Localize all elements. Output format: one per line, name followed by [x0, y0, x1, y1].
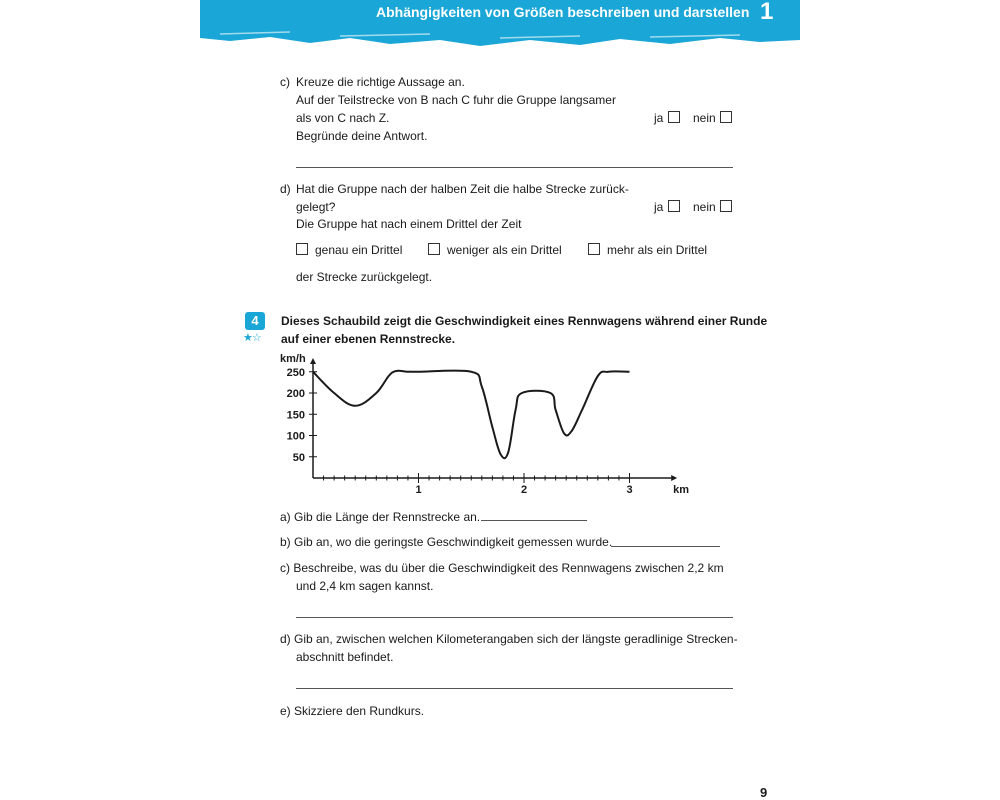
option-label-weniger: weniger als ein Drittel [447, 243, 562, 257]
x-axis-label: km [673, 484, 690, 496]
y-tick-label: 100 [286, 430, 305, 443]
y-tick-label: 250 [286, 366, 305, 379]
task-c-line2: Auf der Teilstrecke von B nach C fuhr die Gruppe langsamer [296, 93, 616, 107]
task-c-answer-line[interactable] [296, 167, 733, 168]
speed-chart [270, 348, 700, 500]
y-tick-label: 150 [286, 409, 305, 422]
task-c-ja-label: ja [654, 111, 664, 125]
option-checkbox-weniger[interactable] [428, 243, 440, 255]
task-d-line3: Die Gruppe hat nach einem Drittel der Zeit [296, 217, 522, 231]
option-checkbox-mehr[interactable] [588, 243, 600, 255]
task-d-nein-checkbox[interactable] [720, 200, 732, 212]
task-number-badge: 4 [245, 312, 265, 330]
y-axis-arrow [310, 358, 316, 364]
task4-e: e) Skizziere den Rundkurs. [280, 704, 425, 718]
task4-d-line2: abschnitt befindet. [296, 650, 394, 664]
task-d-ja-label: ja [654, 200, 664, 214]
y-axis-label: km/h [280, 353, 306, 365]
task4-b-answer-line[interactable] [611, 546, 720, 547]
speed-curve [313, 371, 630, 459]
difficulty-stars-icon: ★☆ [243, 332, 261, 344]
task4-c-line2: und 2,4 km sagen kannst. [296, 579, 434, 593]
task4-d-line1: d) Gib an, zwischen welchen Kilometerangaben sich der längste geradlinige Strecken- [280, 632, 738, 646]
task-c-label: c) [280, 75, 290, 89]
task-c-nein-label: nein [693, 111, 716, 125]
task-c-line1: Kreuze die richtige Aussage an. [296, 75, 465, 89]
task4-a: a) Gib die Länge der Rennstrecke an. [280, 510, 481, 524]
option-label-mehr: mehr als ein Drittel [607, 243, 708, 257]
task4-d-answer-line[interactable] [296, 688, 733, 689]
chapter-title: Abhängigkeiten von Größen beschreiben und darstellen [376, 4, 750, 20]
task-c-nein-checkbox[interactable] [720, 111, 732, 123]
task4-b: b) Gib an, wo die geringste Geschwindigkeit gemessen wurde. [280, 535, 613, 549]
option-checkbox-genau[interactable] [296, 243, 308, 255]
task-d-ja-checkbox[interactable] [668, 200, 680, 212]
task-c-line4: Begründe deine Antwort. [296, 129, 428, 143]
task-c-line3: als von C nach Z. [296, 111, 390, 125]
page-number: 9 [760, 785, 768, 800]
x-axis-arrow [671, 475, 677, 481]
option-label-genau: genau ein Drittel [315, 243, 403, 257]
task4-intro-line1: Dieses Schaubild zeigt die Geschwindigkeit eines Rennwagens während einer Runde [281, 314, 768, 328]
task-d-line1: Hat die Gruppe nach der halben Zeit die halbe Strecke zurück- [296, 182, 629, 196]
task4-intro-line2: auf einer ebenen Rennstrecke. [281, 332, 456, 346]
task-d-label: d) [280, 182, 291, 196]
y-tick-label: 50 [292, 451, 305, 464]
chapter-number: 1 [760, 0, 774, 25]
task-c-ja-checkbox[interactable] [668, 111, 680, 123]
x-tick-label: 2 [520, 484, 528, 496]
x-tick-label: 1 [415, 484, 422, 496]
task4-a-answer-line[interactable] [481, 520, 587, 521]
task4-c-answer-line[interactable] [296, 617, 733, 618]
task-d-nein-label: nein [693, 200, 716, 214]
task-d-line2: gelegt? [296, 200, 336, 214]
task4-c-line1: c) Beschreibe, was du über die Geschwindigkeit des Rennwagens zwischen 2,2 km [280, 561, 724, 575]
task-d-line4: der Strecke zurückgelegt. [296, 270, 433, 284]
x-tick-label: 3 [626, 484, 633, 496]
y-tick-label: 200 [286, 388, 305, 400]
